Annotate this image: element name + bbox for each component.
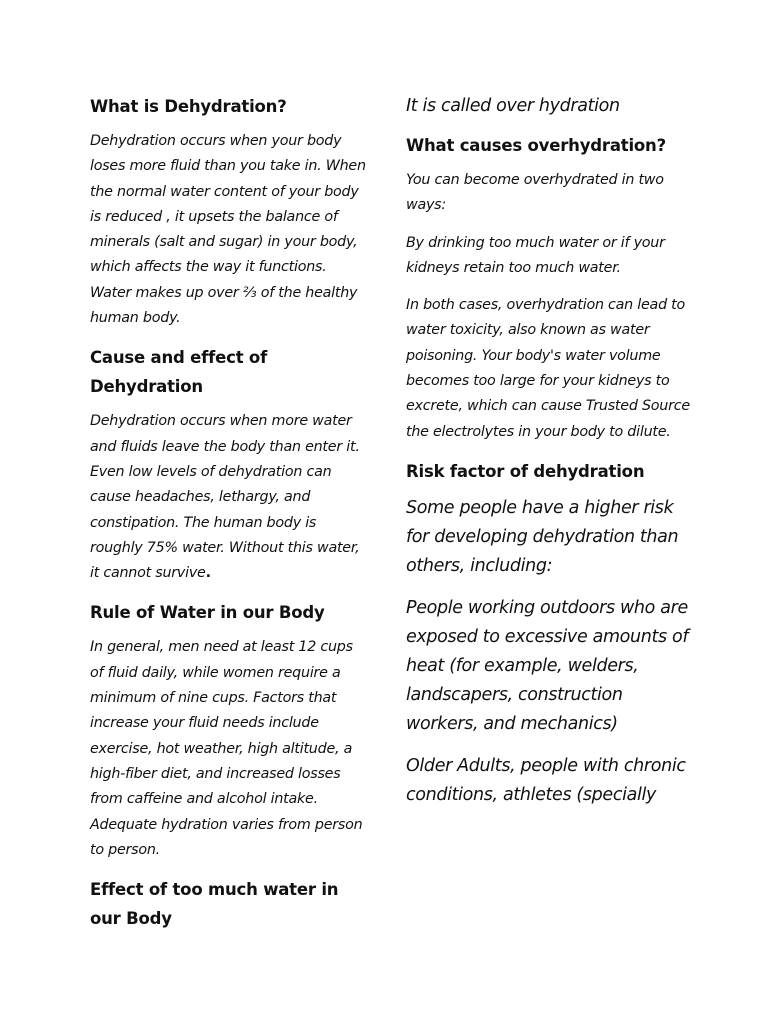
right-column bbox=[406, 92, 696, 823]
paragraph-end-period: . bbox=[205, 565, 211, 582]
paragraph-cause-and-effect bbox=[90, 409, 370, 586]
paragraph-cause-and-effect-text: Dehydration occurs when more water and fluids leave the body than enter it. Even low levels of dehydration can cause headaches, lethargy, and constipation. The human body is roughly 75% water. Without this water, it cannot survive bbox=[90, 413, 360, 582]
heading-rule-of-water: Rule of Water in our Body bbox=[90, 603, 325, 623]
paragraph-two-ways: You can become overhydrated in two ways: bbox=[406, 172, 664, 214]
heading-what-is-dehydration: What is Dehydration? bbox=[90, 97, 287, 116]
paragraph-higher-risk: Some people have a higher risk for developing dehydration than others, including: bbox=[406, 497, 679, 576]
heading-cause-and-effect: Cause and effect of Dehydration bbox=[90, 348, 268, 397]
paragraph-drinking-too-much: By drinking too much water or if your kidneys retain too much water. bbox=[406, 234, 665, 276]
heading-risk-factor: Risk factor of dehydration bbox=[406, 461, 645, 481]
heading-what-causes-overhydration: What causes overhydration? bbox=[406, 136, 666, 155]
paragraph-older-adults: Older Adults, people with chronic conditions, athletes (specially bbox=[406, 755, 686, 805]
paragraph-water-toxicity: In both cases, overhydration can lead to water toxicity, also known as water poisoning. Your body's water volume becomes too large for your kidneys to excrete, which can cause Trusted Source the electrolytes in your body to dilute. bbox=[406, 297, 690, 440]
paragraph-over-hydration-intro: It is called over hydration bbox=[406, 96, 620, 116]
paragraph-outdoor-workers: People working outdoors who are exposed to excessive amounts of heat (for example, welders, landscapers, construction workers, and mechanics) bbox=[406, 597, 689, 734]
paragraph-dehydration-definition: Dehydration occurs when your body loses more fluid than you take in. When the normal water content of your body is reduced , it upsets the balance of minerals (salt and sugar) in your body, which affects the way it functions. Water makes up over ⅔ of the healthy human body. bbox=[90, 133, 366, 327]
left-column bbox=[90, 92, 370, 941]
heading-effect-of-too-much-water: Effect of too much water in our Body bbox=[90, 880, 339, 929]
paragraph-rule-of-water: In general, men need at least 12 cups of fluid daily, while women require a minimum of nine cups. Factors that increase your fluid needs include exercise, hot weather, high altitude, a high-fiber diet, and increased losses from caffeine and alcohol intake. Adequate hydration varies from person to person. bbox=[90, 639, 363, 858]
